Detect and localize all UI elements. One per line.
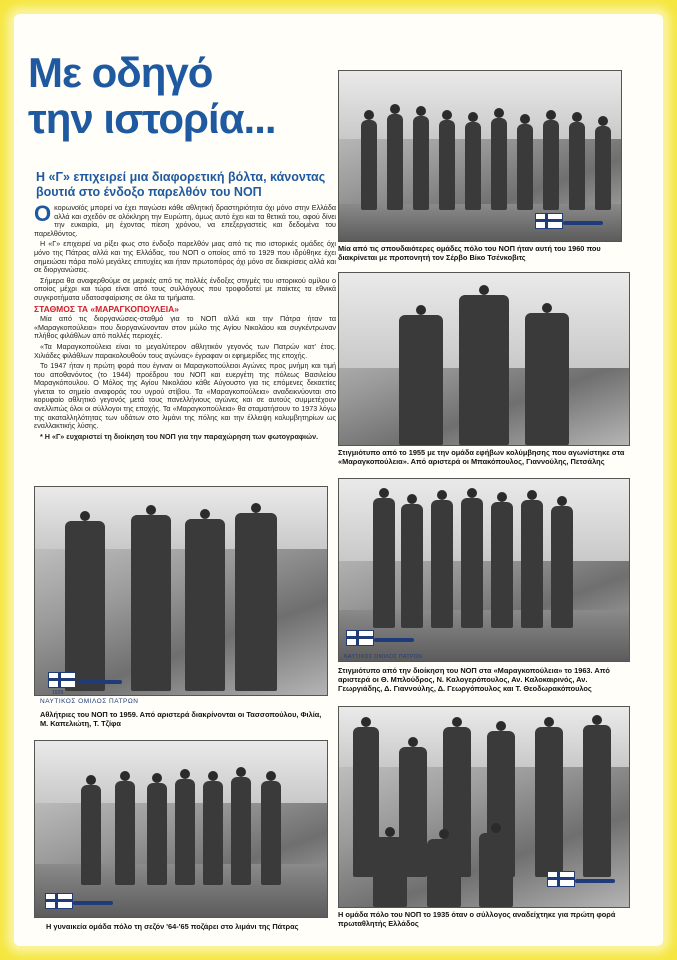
flag-year: 1929 [52,690,64,696]
player-figure [595,126,611,210]
player-figure [261,781,281,885]
player-figure [115,781,135,885]
wave-icon [575,879,615,883]
caption-photo-4: Στιγμιότυπο από την διοίκηση του ΝΟΠ στα «Μαραγκοπούλεια» το 1963. Από αριστερά οι Θ. Μπλούδρος, Ν. Καλογερόπουλος, Αν. Καλοκαιρινός, Αν. Γεωργιάδης, Δ. Γιαννούλης, Δ. Γεωργόπουλος και Τ. Θεοδωρακόπουλος [338,666,610,693]
person-figure [491,502,513,628]
player-figure [439,120,455,210]
paragraph-1 [34,201,336,238]
player-figure [569,122,585,210]
club-watermark: ΝΑΥΤΙΚΟΣ ΟΜΙΛΟΣ ΠΑΤΡΩΝ [40,698,139,705]
club-flag-icon [535,213,563,229]
wave-icon [73,901,113,905]
paragraph-3: Σήμερα θα αναφερθούμε σε μερικές από τις πολλές ένδοξες στιγμές του ιστορικού ομίλου ο οποίος μέχρι και τώρα είναι από τους συλλόγους που τροφοδοτεί με παίκτες τα εθνικά συγκροτήματα υδατοσφαίρισης σε όλα τα τμήματα. [34,275,336,302]
club-flag-icon [45,893,73,909]
photo-1963-board [338,478,630,662]
caption-photo-2: Στιγμιότυπο από το 1955 με την ομάδα εφήβων κολύμβησης που αγωνίστηκε στα «Μαραγκοπούλεια». Από αριστερά οι Μπακόπουλος, Γιαννούλης, Πετσάλης [338,448,625,466]
caption-photo-3: Αθλήτριες του ΝΟΠ το 1959. Από αριστερά διακρίνονται οι Τασσοπούλου, Φιλία, Μ. Καπελιώτη, Τ. Τζίφα [40,710,322,728]
player-figure [413,116,429,210]
athlete-figure [235,513,277,691]
caption-photo-1: Μία από τις σπουδαιότερες ομάδες πόλο του ΝΟΠ ήταν αυτή του 1960 που διακρίνεται με προπονητή τον Σέρβο Βίκο Τσένκοβιτς [338,244,601,262]
wave-icon [78,680,122,684]
person-figure [373,498,395,628]
club-flag-icon [48,672,76,688]
swimmer-figure [459,295,509,445]
swimmer-figure [525,313,569,445]
player-figure [583,725,611,877]
player-figure [491,118,507,210]
subtitle: Η «Γ» επιχειρεί μια διαφορετική βόλτα, κάνοντας βουτιά στο ένδοξο παρελθόν του ΝΟΠ [36,170,326,199]
person-figure [431,500,453,628]
player-figure [479,833,513,907]
title-line-2: την ιστορία... [28,95,276,142]
photo-women-polo-team [34,740,328,918]
athlete-figure [131,515,171,691]
caption-photo-5: Η γυναικεία ομάδα πόλο τη σεζόν '64-'65 ποζάρει στο λιμάνι της Πάτρας [46,922,299,931]
photo-1960-team [338,70,622,242]
person-figure [521,500,543,628]
paragraph-2: Η «Γ» επιχειρεί να ρίξει φως στο ένδοξο παρελθόν μιας από τις πιο ιστορικές ομάδες όχι μόνο της Πάτρας αλλά και της Ελλάδας, του ΝΟΠ ο οποίος από το 1929 που ιδρύθηκε έχει σημειώσει πάρα πολύ μεγάλες επιτυχίες και ήταν πρωτοπόρος όχι μόνο σε διακρίσεις αλλά και σε διοργανώσεις. [34,239,336,275]
person-figure [551,506,573,628]
paragraph-1-text: κορωνοϊός μπορεί να έχει παγώσει κάθε αθλητική δραστηριότητα όχι μόνο στην Ελλάδα αλλά και σχεδόν σε ολόκληρη την Ευρώπη, όμως αυτό έχει και τα θετικά του, αφού δίνει την ευκαιρία, μη έχοντας πίεση χρόνου, να επεξεργαστείς και δεδομένα του παρελθόντος. [34,203,336,238]
player-figure [427,839,461,907]
player-figure [361,120,377,210]
photo-credit: * Η «Γ» ευχαριστεί τη διοίκηση του ΝΟΠ για την παραχώρηση των φωτογραφιών. [40,431,319,441]
person-figure [461,498,483,628]
wave-icon [374,638,414,642]
player-figure [517,124,533,210]
player-figure [203,781,223,885]
club-flag-icon [346,630,374,646]
athlete-figure [65,521,105,691]
article-body [34,201,336,443]
title-line-1: Με οδηγό [28,49,213,96]
player-figure [231,777,251,885]
photo-1955-swimmers [338,272,630,446]
page-title [28,50,328,142]
player-figure [465,122,481,210]
section-heading: ΣΤΑΘΜΟΣ ΤΑ «ΜΑΡΑΓΚΟΠΟΥΛΕΙΑ» [34,303,179,314]
swimmer-figure [399,315,443,445]
dropcap: Ο [34,201,52,226]
player-figure [373,837,407,907]
paragraph-4: Μία από τις διοργανώσεις-σταθμό για το ΝΟΠ αλλά και την Πάτρα ήταν τα «Μαραγκοπούλεια» που διοργανώνονταν στον μώλο της Αγίου Νικολάου και συγκέντρωναν πλήθος φιλάθλων από πολλές περιοχές. [34,314,336,341]
athlete-figure [185,519,225,691]
player-figure [175,779,195,885]
paragraph-6: Το 1947 ήταν η πρώτη φορά που έγιναν οι Μαραγκοπούλειοι Αγώνες προς μνήμη και τιμή του αποθανόντος (το 1944) προέδρου του ΝΟΠ και ευεργέτη της πόλεως Βασιλείου Μαραγκόπουλου. Ο Μόλος της Αγίου Νικολάου κάθε Αύγουστο για τις επόμενες δεκαετίες γίνεται το σημείο αναφοράς του υγρού στίβου. Τα «Μαραγκοπούλεια» αναδεικνύονται στο κορυφαίο αθλητικό γεγονός μετά τους πανελλήνιους αγώνες και σε αυτούς συμμετέχουν ανελλιπώς όλοι οι σύλλογοι της εποχής. Τα «Μαραγκοπούλεια» θα σταματήσουν το 1973 λόγω της ακαταλληλότητας των υδάτων στο λιμάνι της πόλης και την έλλειψη κολυμβητηρίων ως εναλλακτικής λύσης. [34,361,336,431]
player-figure [81,785,101,885]
paragraph-5: «Τα Μαραγκοπούλεια είναι το μεγαλύτερον αθλητικόν γεγονός των Πατρών κατ' έτος. Χιλιάδες φιλάθλων παρακολουθούν τους αγώνας» έγραφαν οι εφημερίδες της εποχής. [34,341,336,360]
caption-photo-6: Η ομάδα πόλο του ΝΟΠ το 1935 όταν ο σύλλογος αναδείχτηκε για πρώτη φορά πρωταθλητής Ελλάδος [338,910,616,928]
club-watermark-small: ΝΑΥΤΙΚΟΣ ΟΜΙΛΟΣ ΠΑΤΡΩΝ [344,654,423,660]
player-figure [535,727,563,877]
photo-1959-athletes [34,486,328,696]
club-flag-icon [547,871,575,887]
player-figure [147,783,167,885]
photo-1935-champions [338,706,630,908]
player-figure [543,120,559,210]
player-figure [387,114,403,210]
person-figure [401,504,423,628]
wave-icon [563,221,603,225]
